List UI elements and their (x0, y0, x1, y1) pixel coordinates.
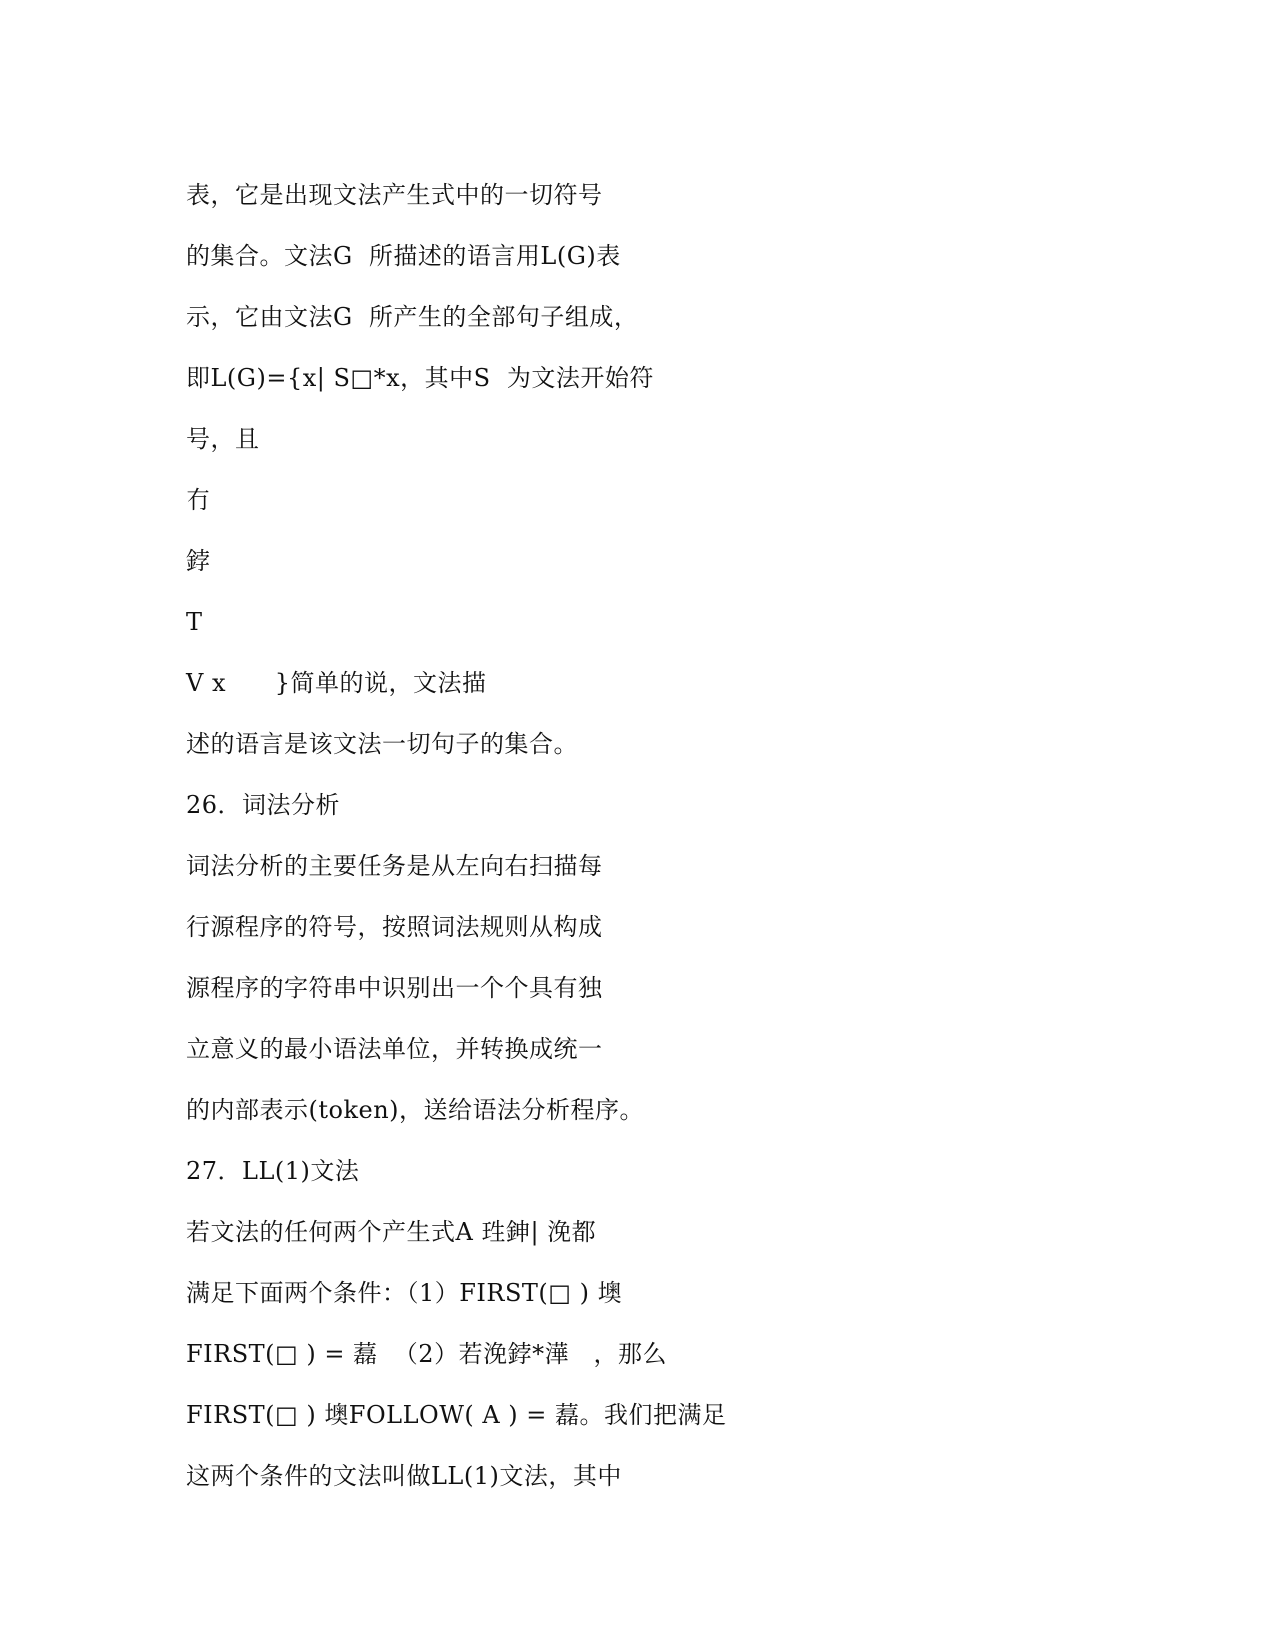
text-line: 即L(G)={x| S□*x，其中S 为文法开始符 (186, 364, 654, 392)
text-line: 鋍 (186, 547, 211, 575)
text-line: 表，它是出现文法产生式中的一切符号 (186, 181, 603, 209)
text-line: FIRST(□ ) 墺FOLLOW( A ) = 藞。我们把满足 (186, 1401, 727, 1429)
section-heading-26: 26．词法分析 (186, 791, 341, 819)
text-line: T (186, 608, 203, 636)
text-line: 述的语言是该文法一切句子的集合。 (186, 730, 578, 758)
text-line: 若文法的任何两个产生式A 珄鉮| 浼都 (186, 1218, 597, 1246)
text-line: 的集合。文法G 所描述的语言用L(G)表 (186, 242, 621, 270)
text-line: 立意义的最小语法单位，并转换成统一 (186, 1035, 603, 1063)
text-line: 词法分析的主要任务是从左向右扫描每 (186, 852, 603, 880)
text-line: 满足下面两个条件：（1）FIRST(□ ) 墺 (186, 1279, 623, 1307)
text-line: 行源程序的符号，按照词法规则从构成 (186, 913, 603, 941)
text-line: 源程序的字符串中识别出一个个具有独 (186, 974, 603, 1002)
text-line: 号，且 (186, 425, 260, 453)
document-body (186, 176, 886, 1518)
text-line: 示，它由文法G 所产生的全部句子组成， (186, 303, 639, 331)
text-line: 冇 (186, 486, 211, 514)
text-line: V x }简单的说，文法描 (186, 669, 487, 697)
text-line: 的内部表示(token)，送给语法分析程序。 (186, 1096, 645, 1124)
text-line: 这两个条件的文法叫做LL(1)文法，其中 (186, 1462, 622, 1490)
text-line: FIRST(□ ) = 藞 （2）若浼鋍*澕 ，那么 (186, 1340, 667, 1368)
section-heading-27: 27．LL(1)文法 (186, 1157, 360, 1185)
